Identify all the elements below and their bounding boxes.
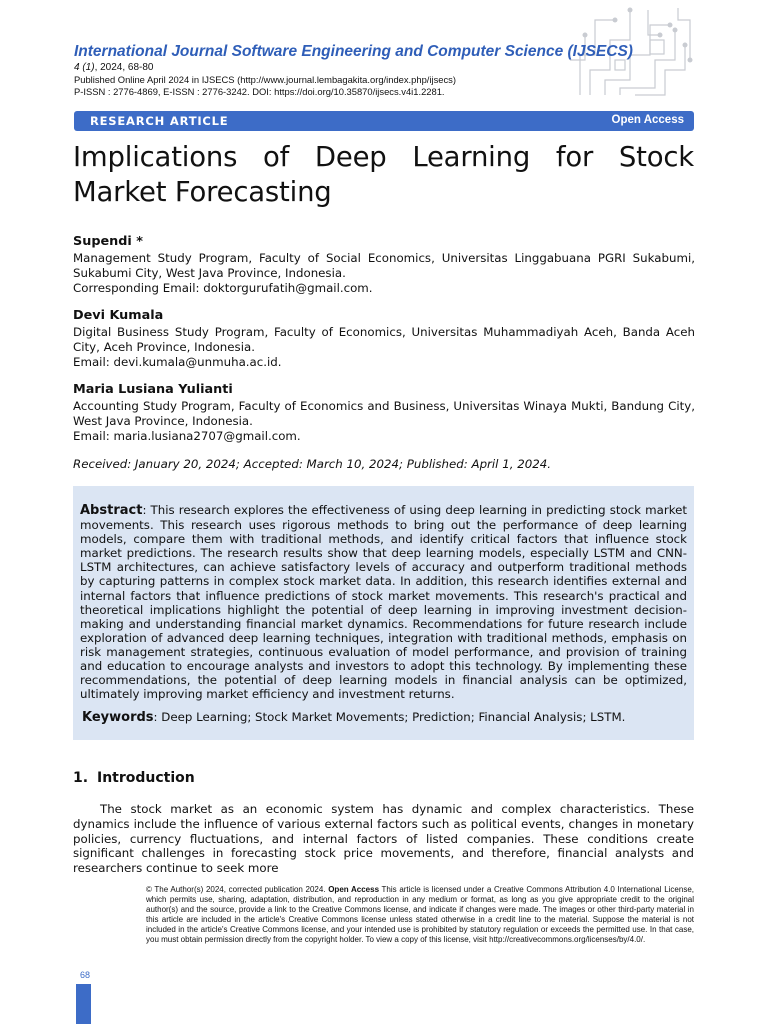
author-email: Email: devi.kumala@unmuha.ac.id. bbox=[73, 355, 282, 369]
license-note bbox=[146, 885, 694, 944]
year-pages: , 2024, 68-80 bbox=[94, 62, 154, 73]
section-number: 1. bbox=[73, 770, 89, 786]
author-name: Maria Lusiana Yulianti bbox=[73, 382, 233, 397]
author-affiliation: Management Study Program, Faculty of Social Economics, Universitas Linggabuana PGRI Sukabumi, Sukabumi City, West Java Province, Indonesia. bbox=[73, 251, 695, 280]
keywords-line: Keywords: Deep Learning; Stock Market Movements; Prediction; Financial Analysis; LSTM. bbox=[82, 710, 626, 725]
volume-line bbox=[74, 62, 154, 73]
author-name: Devi Kumala bbox=[73, 308, 164, 323]
intro-paragraph: The stock market as an economic system has dynamic and complex characteristics. These dynamics include the influence of various external factors such as political events, changes in monetary policies, currency fluctuations, and internal factors of listed companies. These conditions create significant challenges in forecasting stock price movements, and therefore, financial analysts and researchers continue to seek more bbox=[73, 802, 694, 876]
license-prefix: © The Author(s) 2024, corrected publication 2024. bbox=[146, 885, 326, 894]
license-open-access: Open Access bbox=[328, 885, 380, 894]
article-dates: Received: January 20, 2024; Accepted: March 10, 2024; Published: April 1, 2024. bbox=[73, 457, 551, 471]
keywords-text: Deep Learning; Stock Market Movements; Prediction; Financial Analysis; LSTM. bbox=[161, 710, 626, 724]
published-line: Published Online April 2024 in IJSECS (http://www.journal.lembagakita.org/index.php/ijsecs) bbox=[74, 74, 456, 85]
abstract-text: This research explores the effectiveness of using deep learning in predicting stock market movements. This research uses rigorous methods to bring out the performance of deep learning models, compare them with traditional methods, and identify critical factors that influence stock market predictions. The research results show that deep learning models, especially LSTM and CNN-LSTM architectures, can achieve satisfactory levels of accuracy and outperform traditional methods by capturing patterns in complex stock market data. In addition, this research identifies external and internal factors that influence predictions of stock market movements. This research's practical and theoretical implications highlight the potential of deep learning in improving investment decision-making and understanding financial market dynamics. Recommendations for future research include exploration of advanced deep learning techniques, integration with traditional methods, emphasis on risk management strategies, continuous evaluation of model performance, and provision of training and education to encourage analysts and investors to adopt this technology. By implementing these recommendations, the potential of deep learning models in financial analysis can be optimized, ultimately improving market efficiency and investment returns. bbox=[80, 503, 687, 702]
article-type-label: RESEARCH ARTICLE bbox=[90, 114, 229, 128]
author-email: Email: maria.lusiana2707@gmail.com. bbox=[73, 429, 301, 443]
section-heading bbox=[73, 770, 195, 786]
volume-issue: 4 (1) bbox=[74, 62, 95, 73]
abstract-label: Abstract bbox=[80, 503, 143, 518]
page-side-strip bbox=[76, 984, 91, 1024]
author-affiliation: Digital Business Study Program, Faculty of Economics, Universitas Muhammadiyah Aceh, Banda Aceh City, Aceh Province, Indonesia. bbox=[73, 325, 695, 354]
abstract-paragraph: Abstract: This research explores the effectiveness of using deep learning in predicting stock market movements. This research uses rigorous methods to bring out the performance of deep learning models, compare them with traditional methods, and identify critical factors that influence stock market predictions. The research results show that deep learning models, especially LSTM and CNN-LSTM architectures, can achieve satisfactory levels of accuracy and outperform traditional methods by capturing patterns in complex stock market data. In addition, this research identifies external and internal factors that influence predictions of stock market movements. This research's practical and theoretical implications highlight the potential of deep learning in improving investment decision-making and understanding financial market dynamics. Recommendations for future research include exploration of advanced deep learning techniques, integration with traditional methods, emphasis on risk management strategies, continuous evaluation of model performance, and provision of training and education to encourage analysts and investors to adopt this technology. By implementing these recommendations, the potential of deep learning models in financial analysis can be optimized, ultimately improving market efficiency and investment returns. bbox=[80, 503, 687, 702]
author-block bbox=[73, 308, 695, 370]
abstract-box bbox=[73, 486, 694, 740]
journal-title: International Journal Software Engineering and Computer Science (IJSECS) bbox=[74, 43, 633, 60]
issn-doi-line: P-ISSN : 2776-4869, E-ISSN : 2776-3242. DOI: https://doi.org/10.35870/ijsecs.v4i1.2281. bbox=[74, 86, 445, 97]
author-name: Supendi * bbox=[73, 234, 143, 249]
section-title: Introduction bbox=[97, 770, 195, 786]
author-block bbox=[73, 234, 695, 296]
open-access-label: Open Access bbox=[611, 114, 684, 126]
author-email: Corresponding Email: doktorgurufatih@gmail.com. bbox=[73, 281, 373, 295]
page-number: 68 bbox=[80, 970, 91, 980]
author-affiliation: Accounting Study Program, Faculty of Economics and Business, Universitas Winaya Mukti, Bandung City, West Java Province, Indonesia. bbox=[73, 399, 695, 428]
article-type-bar bbox=[74, 111, 694, 131]
author-block bbox=[73, 382, 695, 444]
keywords-label: Keywords bbox=[82, 710, 154, 725]
paper-title: Implications of Deep Learning for Stock Market Forecasting bbox=[73, 141, 694, 208]
license-text: This article is licensed under a Creative Commons Attribution 4.0 International License, which permits use, sharing, adaptation, distribution, and reproduction in any medium or format, as long as you give appropriate credit to the original author(s) and the source, provide a link to the Creative Commons license, and indicate if changes were made. The images or other third-party material in this article are included in the article's Creative Commons license unless stated otherwise in a credit line to the material. Suppose the material is not included in the article's Creative Commons license, and your intended use is prohibited by statutory regulation or exceeds the permitted use. In that case, you must obtain permission directly from the copyright holder. To view a copy of this license, visit http://creativecommons.org/licenses/by/4.0/. bbox=[146, 885, 694, 944]
